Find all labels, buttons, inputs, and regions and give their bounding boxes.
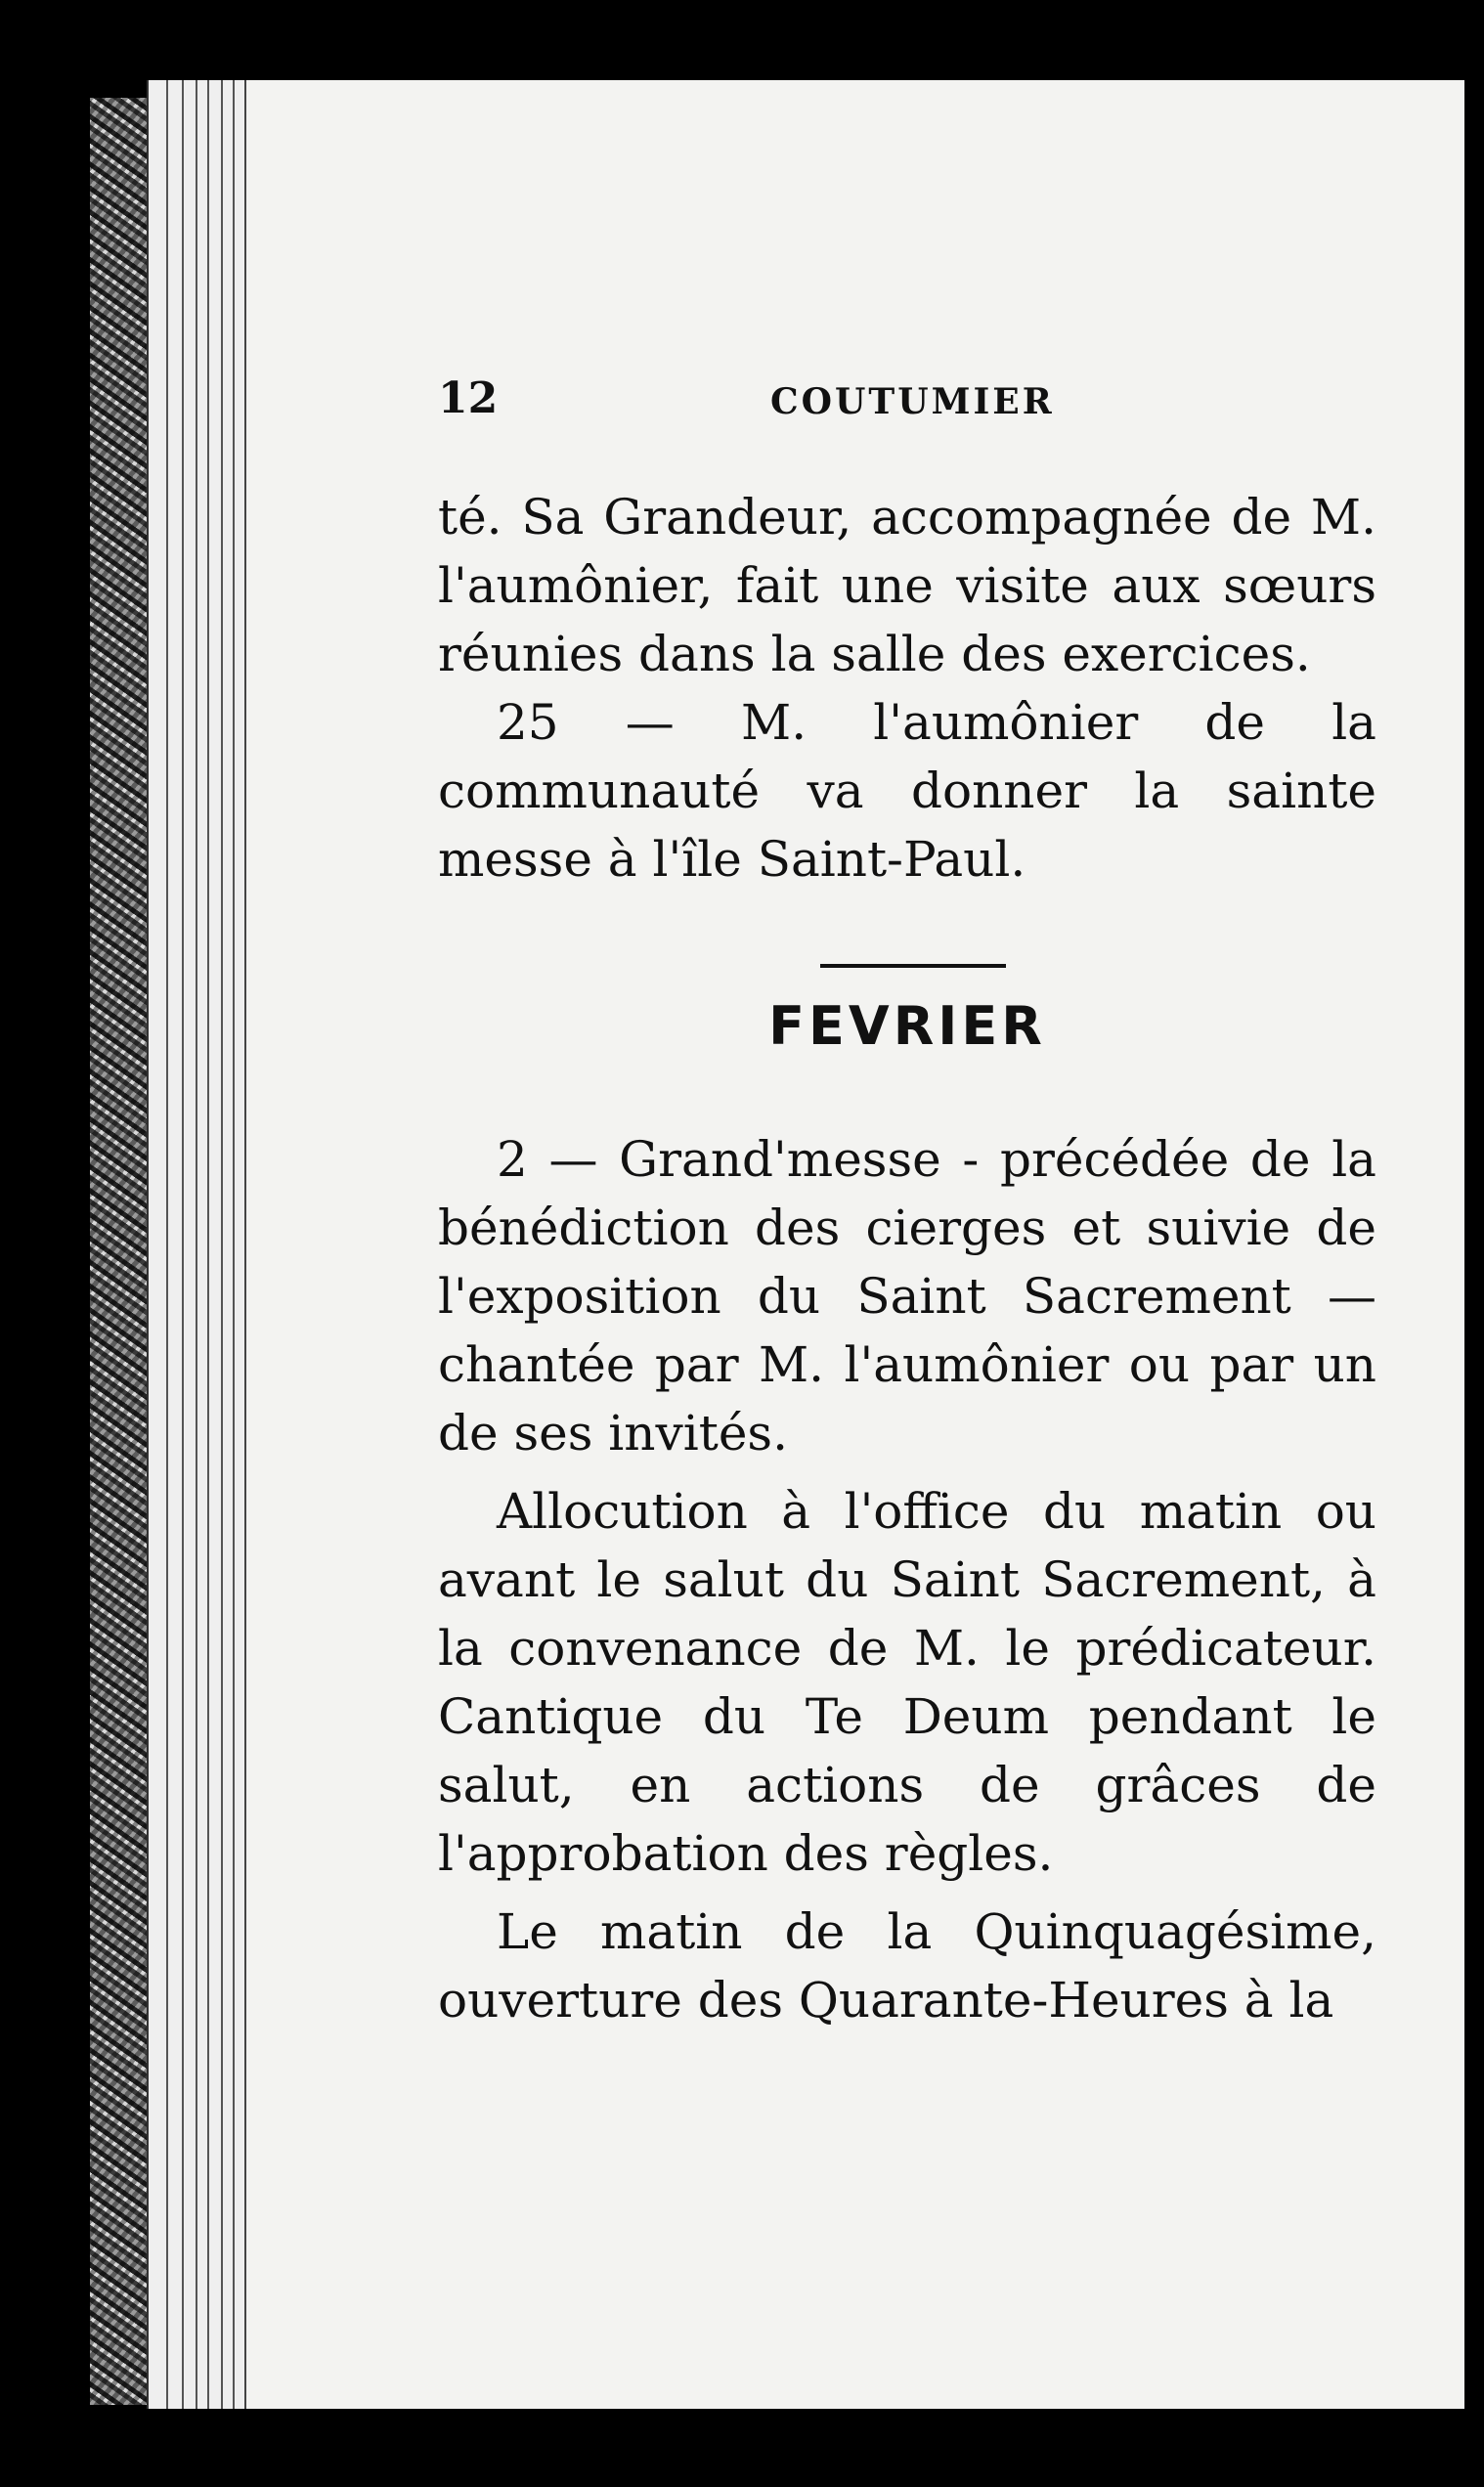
section-divider [820,964,1006,968]
paragraph: té. Sa Grandeur, accompagnée de M. l'aumônier, fait une visite aux sœurs réunies dans la salle des exercices. [438,489,1376,682]
page-content [438,373,1376,2034]
marbled-book-edge [90,98,153,2405]
book-page [244,80,1464,2409]
page-number: 12 [438,373,499,423]
paragraph: Allocution à l'office du matin ou avant le salut du Saint Sacrement, à la convenance de M. le prédicateur. Cantique du Te Deum pendant le salut, en actions de grâces de l'approbation des règles. [438,1483,1376,1882]
paragraph: 25 — M. l'aumônier de la communauté va donner la sainte messe à l'île Saint-Paul. [438,694,1376,888]
paragraph: Le matin de la Quinquagésime, ouverture des Quarante-Heures à la [438,1903,1376,2029]
section-heading: FEVRIER [768,995,1046,1057]
running-title: COUTUMIER [770,381,1055,422]
running-head [438,373,1376,432]
paragraph: 2 — Grand'messe - précédée de la bénédiction des cierges et suivie de l'exposition du Saint Sacrement — chantée par M. l'aumônier ou par un de ses invités. [438,1131,1376,1462]
